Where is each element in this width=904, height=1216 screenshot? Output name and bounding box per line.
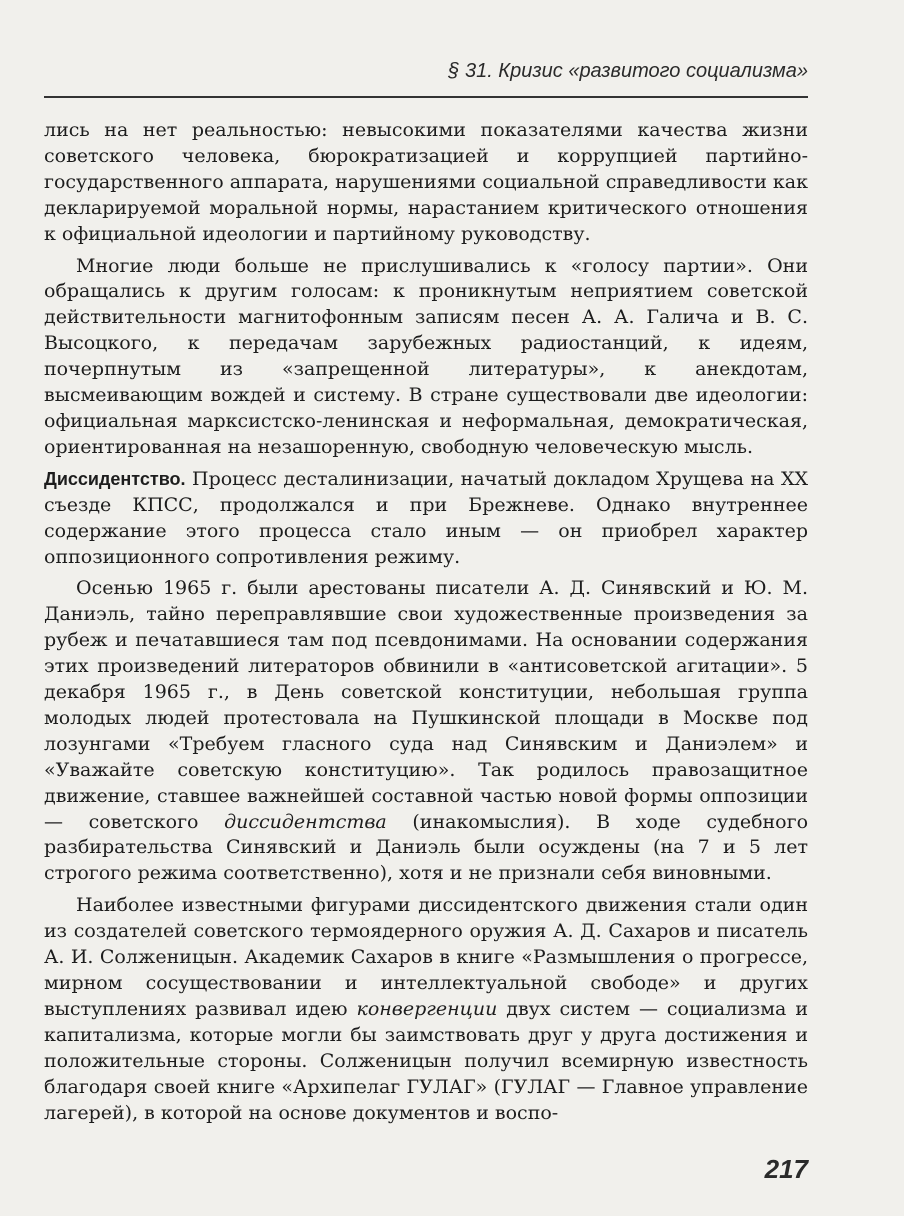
term-convergence: конвергенции	[356, 997, 498, 1020]
paragraph-5-text-after: двух систем — социализма и капитализма, которые могли бы заимствовать друг у друга достижения и положительные стороны. Солженицын получил всемирную известность благодаря своей книге «Архипелаг ГУЛАГ» (ГУЛАГ — Главное управление лагерей), в которой на основе документов и воспо-	[44, 997, 808, 1124]
paragraph-5	[44, 893, 808, 1126]
paragraph-4-text-after: (инакомыслия). В ходе судебного разбирательства Синявский и Даниэль были осуждены (на 7 и 5 лет строгого режима соответственно), хотя и не признали себя виновными.	[44, 810, 809, 885]
paragraph-1: лись на нет реальностью: невысокими показателями качества жизни советского человека, бюрократизацией и коррупцией партийно-государственного аппарата, нарушениями социальной справедливости как декларируемой моральной нормы, нарастанием критического отношения к официальной идеологии и партийному руководству.	[44, 119, 808, 245]
paragraph-3	[44, 467, 808, 571]
section-heading-dissidence: Диссидентство.	[44, 468, 186, 489]
header-rule	[44, 96, 808, 98]
page-number: 217	[764, 1154, 808, 1184]
paragraph-4-text: Осенью 1965 г. были арестованы писатели А. Д. Синявский и Ю. М. Даниэль, тайно переправлявшие свои художественные произведения за рубеж и печатавшиеся там под псевдонимами. На основании содержания этих произведений литераторов обвинили в «антисоветской агитации». 5 декабря 1965 г., в День советской конституции, небольшая группа молодых людей протестовала на Пушкинской площади в Москве под лозунгами «Требуем гласного суда над Синявским и Даниэлем» и «Уважайте советскую конституцию». Так родилось правозащитное движение, ставшее важнейшей составной частью новой формы оппозиции — советского	[44, 577, 808, 833]
body-text	[44, 118, 808, 1132]
paragraph-3-text: Процесс десталинизации, начатый докладом Хрущева на XX съезде КПСС, продолжался и при Брежневе. Однако внутреннее содержание этого процесса стало иным — он приобрел характер оппозиционного сопротивления режиму.	[44, 467, 808, 568]
paragraph-5-text: Наиболее известными фигурами диссидентского движения стали один из создателей советского термоядерного оружия А. Д. Сахаров и писатель А. И. Солженицын. Академик Сахаров в книге «Размышления о прогрессе, мирном сосуществовании и интеллектуальной свободе» и других выступлениях развивал идею	[44, 894, 808, 1020]
paragraph-4	[44, 576, 808, 887]
running-header: § 31. Кризис «развитого социализма»	[448, 60, 808, 82]
term-dissidence: диссидентства	[224, 810, 387, 833]
paragraph-2: Многие люди больше не прислушивались к «голосу партии». Они обращались к другим голосам: к проникнутым неприятием советской действительности магнитофонным записям песен А. А. Галича и В. С. Высоцкого, к передачам зарубежных радиостанций, к идеям, почерпнутым из «запрещенной литературы», к анекдотам, высмеивающим вождей и систему. В стране существовали две идеологии: официальная марксистско-ленинская и неформальная, демократическая, ориентированная на незашоренную, свободную человеческую мысль.	[44, 254, 808, 458]
